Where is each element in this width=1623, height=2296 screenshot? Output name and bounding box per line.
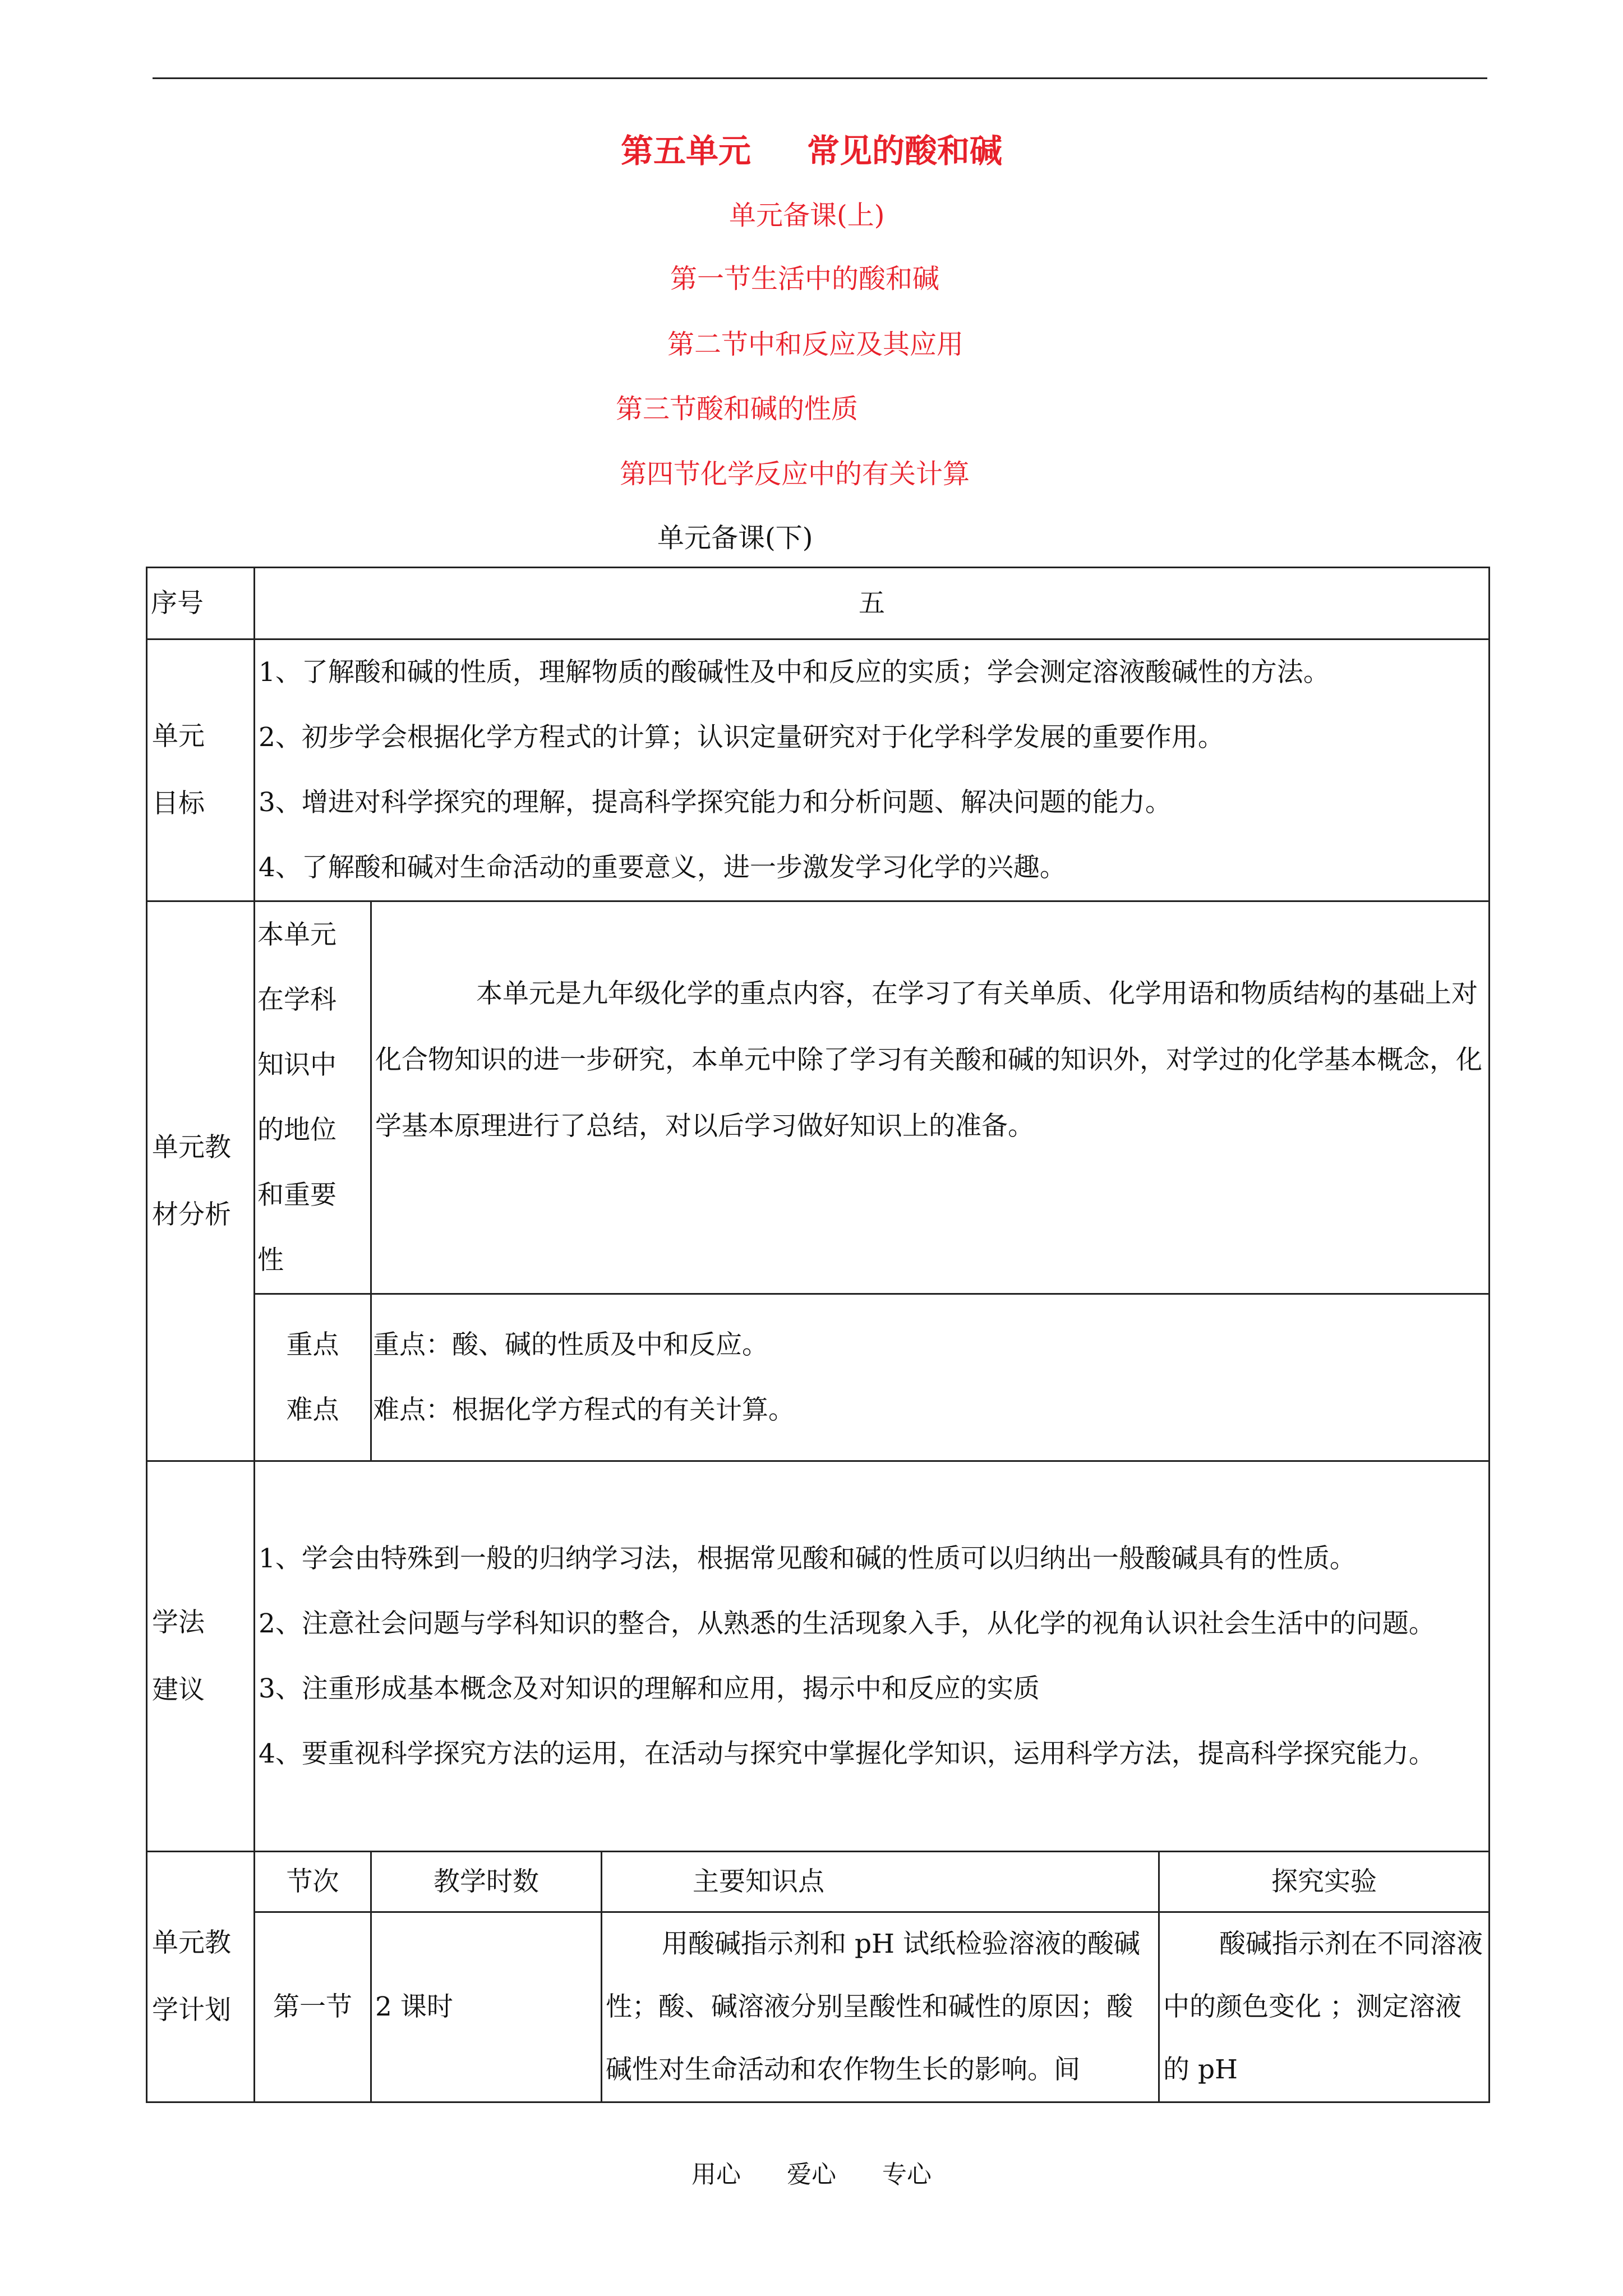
title-unit: 第五单元 [620, 132, 751, 170]
keypoint-item: 重点：酸、碱的性质及中和反应。 [373, 1329, 768, 1360]
plan-knowledge: 用酸碱指示剂和 pH 试纸检验溶液的酸碱性；酸、碱溶液分别呈酸性和碱性的原因；酸碱性对生命活动和农作物生长的影响。间 [602, 1912, 1159, 2102]
plan-header-row [147, 1852, 1490, 1912]
method-list [255, 1461, 1490, 1852]
goal-item: 4、了解酸和碱对生命活动的重要意义，进一步激发学习化学的兴趣。 [259, 852, 1066, 883]
position-text: 本单元是九年级化学的重点内容，在学习了有关单质、化学用语和物质结构的基础上对化合物知识的进一步研究，本单元中除了学习有关酸和碱的知识外，对学过的化学基本概念，化学基本原理进行了总结，对以后学习做好知识上的准备。 [371, 901, 1490, 1294]
goals-list [255, 639, 1490, 901]
page-footer [0, 2154, 1623, 2190]
goal-item: 3、增进对科学探究的理解，提高科学探究能力和分析问题、解决问题的能力。 [259, 787, 1172, 818]
serial-row [147, 568, 1490, 639]
header-rule [153, 77, 1487, 79]
goals-row [147, 639, 1490, 901]
subheading-prep-upper: 单元备课(上) [729, 200, 885, 231]
subheading-section-4: 第四节化学反应中的有关计算 [620, 458, 970, 490]
plan-hours: 2 课时 [371, 1912, 602, 2102]
method-item: 4、要重视科学探究方法的运用，在活动与探究中掌握化学知识，运用科学方法，提高科学探究能力。 [259, 1738, 1435, 1769]
subheading-section-3: 第三节酸和碱的性质 [616, 393, 859, 425]
plan-header-knowledge: 主要知识点 [602, 1852, 1159, 1912]
document-title [0, 125, 1623, 172]
footer-word: 爱心 [787, 2160, 836, 2189]
keypoint-label: 重点 难点 [255, 1294, 371, 1461]
plan-header-experiment: 探究实验 [1159, 1852, 1490, 1912]
plan-header-hours: 教学时数 [371, 1852, 602, 1912]
goal-item: 2、初步学会根据化学方程式的计算；认识定量研究对于化学科学发展的重要作用。 [259, 722, 1224, 753]
plan-row [147, 1912, 1490, 2102]
analysis-row-position [147, 901, 1490, 1294]
method-label: 学法 建议 [147, 1461, 255, 1852]
position-label: 本单元 在学科 知识中 的地位 和重要 性 [255, 901, 371, 1294]
footer-word: 用心 [691, 2160, 741, 2189]
goals-label: 单元 目标 [147, 639, 255, 901]
serial-label: 序号 [147, 568, 255, 639]
serial-value: 五 [255, 568, 1490, 639]
plan-label: 单元教 学计划 [147, 1852, 255, 2102]
analysis-row-keypoints [147, 1294, 1490, 1461]
footer-word: 专心 [882, 2160, 932, 2189]
plan-header-section: 节次 [255, 1852, 371, 1912]
plan-section: 第一节 [255, 1912, 371, 2102]
goal-item: 1、了解酸和碱的性质，理解物质的酸碱性及中和反应的实质；学会测定溶液酸碱性的方法。 [259, 657, 1330, 688]
keypoint-list [371, 1294, 1490, 1461]
title-topic: 常见的酸和碱 [807, 132, 1003, 170]
keypoint-item: 难点：根据化学方程式的有关计算。 [373, 1394, 795, 1425]
analysis-label: 单元教 材分析 [147, 901, 255, 1461]
subheading-prep-lower: 单元备课(下) [657, 522, 813, 554]
subheading-section-1: 第一节生活中的酸和碱 [670, 263, 940, 295]
subheading-section-2: 第二节中和反应及其应用 [667, 329, 964, 360]
unit-plan-table [146, 567, 1490, 2103]
method-row [147, 1461, 1490, 1852]
method-item: 3、注重形成基本概念及对知识的理解和应用，揭示中和反应的实质 [259, 1673, 1040, 1704]
method-item: 1、学会由特殊到一般的归纳学习法，根据常见酸和碱的性质可以归纳出一般酸碱具有的性质。 [259, 1543, 1356, 1574]
method-item: 2、注意社会问题与学科知识的整合，从熟悉的生活现象入手，从化学的视角认识社会生活中的问题。 [259, 1608, 1435, 1639]
plan-experiment: 酸碱指示剂在不同溶液中的颜色变化 ；测定溶液的 pH [1159, 1912, 1490, 2102]
